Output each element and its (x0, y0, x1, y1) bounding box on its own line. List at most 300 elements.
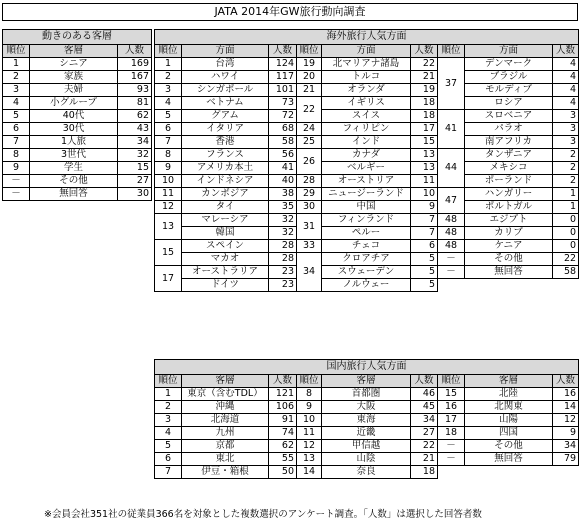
destination-cell: カリブ (465, 227, 553, 240)
destination-cell: その他 (465, 440, 553, 453)
overseas-destination-table (154, 29, 579, 331)
segment-cell: 夫婦 (30, 84, 118, 97)
destination-cell: 山陰 (322, 453, 411, 466)
rank-cell: 24 (297, 123, 322, 136)
destination-cell: 南アフリカ (465, 136, 553, 149)
count-cell: 12 (553, 414, 579, 427)
count-cell: 0 (553, 240, 579, 253)
rank-cell: 7 (3, 136, 30, 149)
rank-cell: 6 (3, 123, 30, 136)
rank-cell: 1 (3, 58, 30, 71)
column-header: 人数 (553, 45, 579, 58)
count-cell: 10 (411, 188, 438, 201)
count-cell: 11 (411, 175, 438, 188)
rank-cell: 9 (297, 401, 322, 414)
overseas-table-title-row (155, 30, 579, 45)
count-cell: 32 (269, 214, 297, 227)
segment-cell: その他 (30, 175, 118, 188)
count-cell: 7 (411, 227, 438, 240)
table-row (155, 97, 579, 110)
table-row (155, 214, 579, 227)
segment-cell: 無回答 (30, 188, 118, 201)
count-cell: 2 (553, 149, 579, 162)
table-row (3, 58, 152, 71)
destination-cell: デンマーク (465, 58, 553, 71)
rank-cell: 48 (438, 227, 465, 240)
customer-table-title-row (3, 30, 152, 45)
destination-cell: その他 (465, 253, 553, 266)
rank-cell: 11 (155, 188, 182, 201)
column-header: 客層 (182, 375, 269, 388)
empty-cell (322, 318, 411, 331)
rank-cell: 37 (438, 58, 465, 110)
destination-cell: オーストラリア (182, 266, 269, 279)
destination-cell: 首都圏 (322, 388, 411, 401)
rank-cell: 2 (3, 71, 30, 84)
rank-cell: 48 (438, 240, 465, 253)
rank-cell: 13 (297, 453, 322, 466)
table-row (155, 266, 579, 279)
table-row (155, 71, 579, 84)
customer-segment-table (2, 29, 152, 201)
count-cell: 17 (411, 123, 438, 136)
destination-cell: 台湾 (182, 58, 269, 71)
destination-cell: ベトナム (182, 97, 269, 110)
customer-table-title: 動きのある客層 (3, 30, 152, 45)
column-header: 人数 (269, 375, 297, 388)
column-header: 順位 (297, 45, 322, 58)
customer-header-row (3, 45, 152, 58)
empty-cell (465, 466, 553, 479)
table-row (3, 162, 152, 175)
destination-cell: 北陸 (465, 388, 553, 401)
rank-cell: 2 (155, 401, 182, 414)
destination-cell: ハワイ (182, 71, 269, 84)
count-cell: 16 (553, 388, 579, 401)
empty-cell (322, 292, 411, 305)
destination-cell: ペルー (322, 227, 411, 240)
rank-cell: － (438, 440, 465, 453)
count-cell: 22 (411, 440, 438, 453)
count-cell: 74 (269, 427, 297, 440)
count-cell: 18 (411, 110, 438, 123)
table-row (155, 175, 579, 188)
count-cell: 15 (118, 162, 152, 175)
count-cell: 23 (269, 279, 297, 292)
count-cell: 41 (269, 162, 297, 175)
destination-cell: オランダ (322, 84, 411, 97)
destination-cell: トルコ (322, 71, 411, 84)
destination-cell: ハンガリー (465, 188, 553, 201)
destination-cell: 奈良 (322, 466, 411, 479)
destination-cell: ロシア (465, 97, 553, 110)
segment-cell: 家族 (30, 71, 118, 84)
count-cell: 34 (553, 440, 579, 453)
count-cell: 56 (269, 149, 297, 162)
column-header: 客層 (30, 45, 118, 58)
destination-cell: インド (322, 136, 411, 149)
destination-cell: 無回答 (465, 266, 553, 279)
rank-cell: 34 (297, 253, 322, 292)
rank-cell: 18 (438, 427, 465, 440)
count-cell: 23 (269, 266, 297, 279)
count-cell: 117 (269, 71, 297, 84)
overseas-header-row (155, 45, 579, 58)
segment-cell: 1人旅 (30, 136, 118, 149)
table-row (155, 466, 579, 479)
destination-cell: スイス (322, 110, 411, 123)
rank-cell: 5 (3, 110, 30, 123)
rank-cell: 30 (297, 201, 322, 214)
rank-cell: 16 (438, 401, 465, 414)
empty-cell (411, 318, 438, 331)
destination-cell: 香港 (182, 136, 269, 149)
count-cell: 0 (553, 214, 579, 227)
rank-cell: 1 (155, 58, 182, 71)
empty-cell (182, 318, 269, 331)
count-cell: 27 (118, 175, 152, 188)
empty-cell (322, 305, 411, 318)
destination-cell: アメリカ本土 (182, 162, 269, 175)
empty-cell (155, 305, 182, 318)
rank-cell: 3 (3, 84, 30, 97)
destination-cell: クロアチア (322, 253, 411, 266)
count-cell: 91 (269, 414, 297, 427)
rank-cell: 8 (3, 149, 30, 162)
count-cell: 15 (411, 136, 438, 149)
count-cell: 13 (411, 149, 438, 162)
count-cell: 81 (118, 97, 152, 110)
column-header: 方面 (465, 45, 553, 58)
destination-cell: 大阪 (322, 401, 411, 414)
column-header: 順位 (155, 375, 182, 388)
count-cell: 14 (553, 401, 579, 414)
empty-cell (269, 292, 297, 305)
destination-cell: イギリス (322, 97, 411, 110)
count-cell: 30 (118, 188, 152, 201)
empty-cell (553, 466, 579, 479)
rank-cell: 41 (438, 110, 465, 149)
destination-cell: 北関東 (465, 401, 553, 414)
table-row (155, 388, 579, 401)
empty-cell (155, 318, 182, 331)
count-cell: 6 (411, 240, 438, 253)
table-row (155, 201, 579, 214)
rank-cell: 19 (297, 58, 322, 71)
destination-cell: 四国 (465, 427, 553, 440)
destination-cell: イタリア (182, 123, 269, 136)
table-row (3, 123, 152, 136)
destination-cell: 中国 (322, 201, 411, 214)
table-row (155, 318, 579, 331)
count-cell: 18 (411, 97, 438, 110)
count-cell: 32 (269, 227, 297, 240)
rank-cell: 10 (155, 175, 182, 188)
count-cell: 32 (118, 149, 152, 162)
empty-cell (438, 292, 465, 305)
empty-cell (297, 318, 322, 331)
column-header: 順位 (297, 375, 322, 388)
rank-cell: 15 (438, 388, 465, 401)
count-cell: 3 (553, 110, 579, 123)
table-row (155, 427, 579, 440)
count-cell: 106 (269, 401, 297, 414)
overseas-table-title: 海外旅行人気方面 (155, 30, 579, 45)
count-cell: 50 (269, 466, 297, 479)
column-header: 人数 (553, 375, 579, 388)
rank-cell: 9 (3, 162, 30, 175)
destination-cell: 伊豆・箱根 (182, 466, 269, 479)
empty-cell (553, 305, 579, 318)
rank-cell: 33 (297, 240, 322, 253)
count-cell: 79 (553, 453, 579, 466)
count-cell: 28 (269, 240, 297, 253)
count-cell: 3 (553, 123, 579, 136)
table-row (155, 453, 579, 466)
destination-cell: 九州 (182, 427, 269, 440)
destination-cell: マレーシア (182, 214, 269, 227)
rank-cell: 26 (297, 149, 322, 175)
rank-cell: 17 (155, 266, 182, 292)
domestic-header-row (155, 375, 579, 388)
table-row (155, 227, 579, 240)
table-row (155, 253, 579, 266)
table-row (3, 175, 152, 188)
destination-cell: オーストリア (322, 175, 411, 188)
empty-cell (438, 318, 465, 331)
destination-cell: 東海 (322, 414, 411, 427)
count-cell: 68 (269, 123, 297, 136)
table-row (155, 279, 579, 292)
empty-cell (553, 292, 579, 305)
domestic-destination-table (154, 359, 579, 479)
destination-cell: ケニア (465, 240, 553, 253)
empty-cell (411, 292, 438, 305)
empty-cell (411, 305, 438, 318)
empty-cell (465, 305, 553, 318)
destination-cell: メキシコ (465, 162, 553, 175)
destination-cell: ニュージーランド (322, 188, 411, 201)
count-cell: 34 (118, 136, 152, 149)
count-cell: 21 (411, 71, 438, 84)
rank-cell: 11 (297, 427, 322, 440)
table-row (155, 440, 579, 453)
count-cell: 5 (411, 279, 438, 292)
column-header: 方面 (182, 45, 269, 58)
rank-cell: 7 (155, 466, 182, 479)
destination-cell: 東北 (182, 453, 269, 466)
count-cell: 18 (411, 466, 438, 479)
count-cell: 9 (411, 201, 438, 214)
destination-cell: スペイン (182, 240, 269, 253)
destination-cell: 沖縄 (182, 401, 269, 414)
count-cell: 45 (411, 401, 438, 414)
rank-cell: － (438, 453, 465, 466)
rank-cell: 4 (155, 97, 182, 110)
count-cell: 167 (118, 71, 152, 84)
table-row (3, 71, 152, 84)
table-row (155, 401, 579, 414)
count-cell: 28 (269, 253, 297, 266)
rank-cell: － (438, 253, 465, 266)
empty-cell (553, 318, 579, 331)
empty-cell (438, 466, 465, 479)
destination-cell: ノルウェー (322, 279, 411, 292)
rank-cell: 12 (297, 440, 322, 453)
segment-cell: 40代 (30, 110, 118, 123)
rank-cell: 15 (155, 240, 182, 266)
count-cell: 5 (411, 253, 438, 266)
destination-cell: スロベニア (465, 110, 553, 123)
rank-cell: 5 (155, 440, 182, 453)
destination-cell: フランス (182, 149, 269, 162)
table-row (155, 84, 579, 97)
destination-cell: ポルトガル (465, 201, 553, 214)
table-row (155, 58, 579, 71)
count-cell: 169 (118, 58, 152, 71)
count-cell: 4 (553, 71, 579, 84)
column-header: 客層 (465, 375, 553, 388)
destination-cell: フィンランド (322, 214, 411, 227)
destination-cell: フィリピン (322, 123, 411, 136)
count-cell: 22 (553, 253, 579, 266)
count-cell: 4 (553, 97, 579, 110)
rank-cell: 22 (297, 97, 322, 123)
count-cell: 73 (269, 97, 297, 110)
table-row (3, 188, 152, 201)
destination-cell: マカオ (182, 253, 269, 266)
rank-cell: 7 (155, 136, 182, 149)
column-header: 客層 (322, 375, 411, 388)
column-header: 順位 (438, 45, 465, 58)
empty-cell (155, 292, 182, 305)
rank-cell: 29 (297, 188, 322, 201)
rank-cell: 31 (297, 214, 322, 240)
count-cell: 3 (553, 136, 579, 149)
column-header: 順位 (155, 45, 182, 58)
rank-cell: 17 (438, 414, 465, 427)
rank-cell: 14 (297, 466, 322, 479)
count-cell: 22 (411, 58, 438, 71)
count-cell: 46 (411, 388, 438, 401)
count-cell: 124 (269, 58, 297, 71)
column-header: 人数 (118, 45, 152, 58)
empty-cell (465, 318, 553, 331)
destination-cell: カナダ (322, 149, 411, 162)
destination-cell: ベルギー (322, 162, 411, 175)
destination-cell: 北マリアナ諸島 (322, 58, 411, 71)
rank-cell: 5 (155, 110, 182, 123)
table-row (155, 240, 579, 253)
count-cell: 40 (269, 175, 297, 188)
rank-cell: 8 (155, 149, 182, 162)
domestic-table-title-row (155, 360, 579, 375)
count-cell: 34 (411, 414, 438, 427)
count-cell: 21 (411, 453, 438, 466)
destination-cell: 京都 (182, 440, 269, 453)
rank-cell: 28 (297, 175, 322, 188)
count-cell: 5 (411, 266, 438, 279)
rank-cell: 20 (297, 71, 322, 84)
rank-cell: 47 (438, 188, 465, 214)
rank-cell: 4 (3, 97, 30, 110)
column-header: 人数 (269, 45, 297, 58)
table-row (155, 292, 579, 305)
empty-cell (438, 279, 465, 292)
empty-cell (465, 292, 553, 305)
table-row (155, 136, 579, 149)
empty-cell (269, 318, 297, 331)
rank-cell: 8 (297, 388, 322, 401)
destination-cell: シンガポール (182, 84, 269, 97)
table-row (3, 136, 152, 149)
segment-cell: 30代 (30, 123, 118, 136)
rank-cell: － (438, 266, 465, 279)
count-cell: 101 (269, 84, 297, 97)
column-header: 方面 (322, 45, 411, 58)
count-cell: 58 (269, 136, 297, 149)
rank-cell: 10 (297, 414, 322, 427)
destination-cell: ブラジル (465, 71, 553, 84)
table-row (3, 84, 152, 97)
table-row (3, 110, 152, 123)
table-row (155, 123, 579, 136)
rank-cell: 9 (155, 162, 182, 175)
count-cell: 1 (553, 188, 579, 201)
rank-cell: 6 (155, 123, 182, 136)
column-header: 順位 (438, 375, 465, 388)
empty-cell (182, 305, 269, 318)
rank-cell: 13 (155, 214, 182, 240)
rank-cell: 4 (155, 427, 182, 440)
rank-cell: 6 (155, 453, 182, 466)
rank-cell: 12 (155, 201, 182, 214)
segment-cell: 小グループ (30, 97, 118, 110)
count-cell: 2 (553, 175, 579, 188)
rank-cell: 2 (155, 71, 182, 84)
count-cell: 1 (553, 201, 579, 214)
empty-cell (465, 279, 553, 292)
table-row (155, 188, 579, 201)
count-cell: 55 (269, 453, 297, 466)
count-cell: 121 (269, 388, 297, 401)
rank-cell: － (3, 188, 30, 201)
count-cell: 19 (411, 84, 438, 97)
destination-cell: カンボジア (182, 188, 269, 201)
count-cell: 58 (553, 266, 579, 279)
destination-cell: インドネシア (182, 175, 269, 188)
count-cell: 13 (411, 162, 438, 175)
table-row (155, 162, 579, 175)
table-row (3, 149, 152, 162)
page-title: JATA 2014年GW旅行動向調査 (2, 3, 578, 21)
rank-cell: 48 (438, 214, 465, 227)
rank-cell: 1 (155, 388, 182, 401)
rank-cell: 3 (155, 84, 182, 97)
table-row (155, 110, 579, 123)
destination-cell: 山陽 (465, 414, 553, 427)
destination-cell: モルディブ (465, 84, 553, 97)
destination-cell: スウェーデン (322, 266, 411, 279)
segment-cell: 3世代 (30, 149, 118, 162)
destination-cell: 近畿 (322, 427, 411, 440)
count-cell: 4 (553, 58, 579, 71)
rank-cell: 21 (297, 84, 322, 97)
count-cell: 9 (553, 427, 579, 440)
empty-cell (269, 305, 297, 318)
empty-cell (553, 279, 579, 292)
count-cell: 62 (269, 440, 297, 453)
